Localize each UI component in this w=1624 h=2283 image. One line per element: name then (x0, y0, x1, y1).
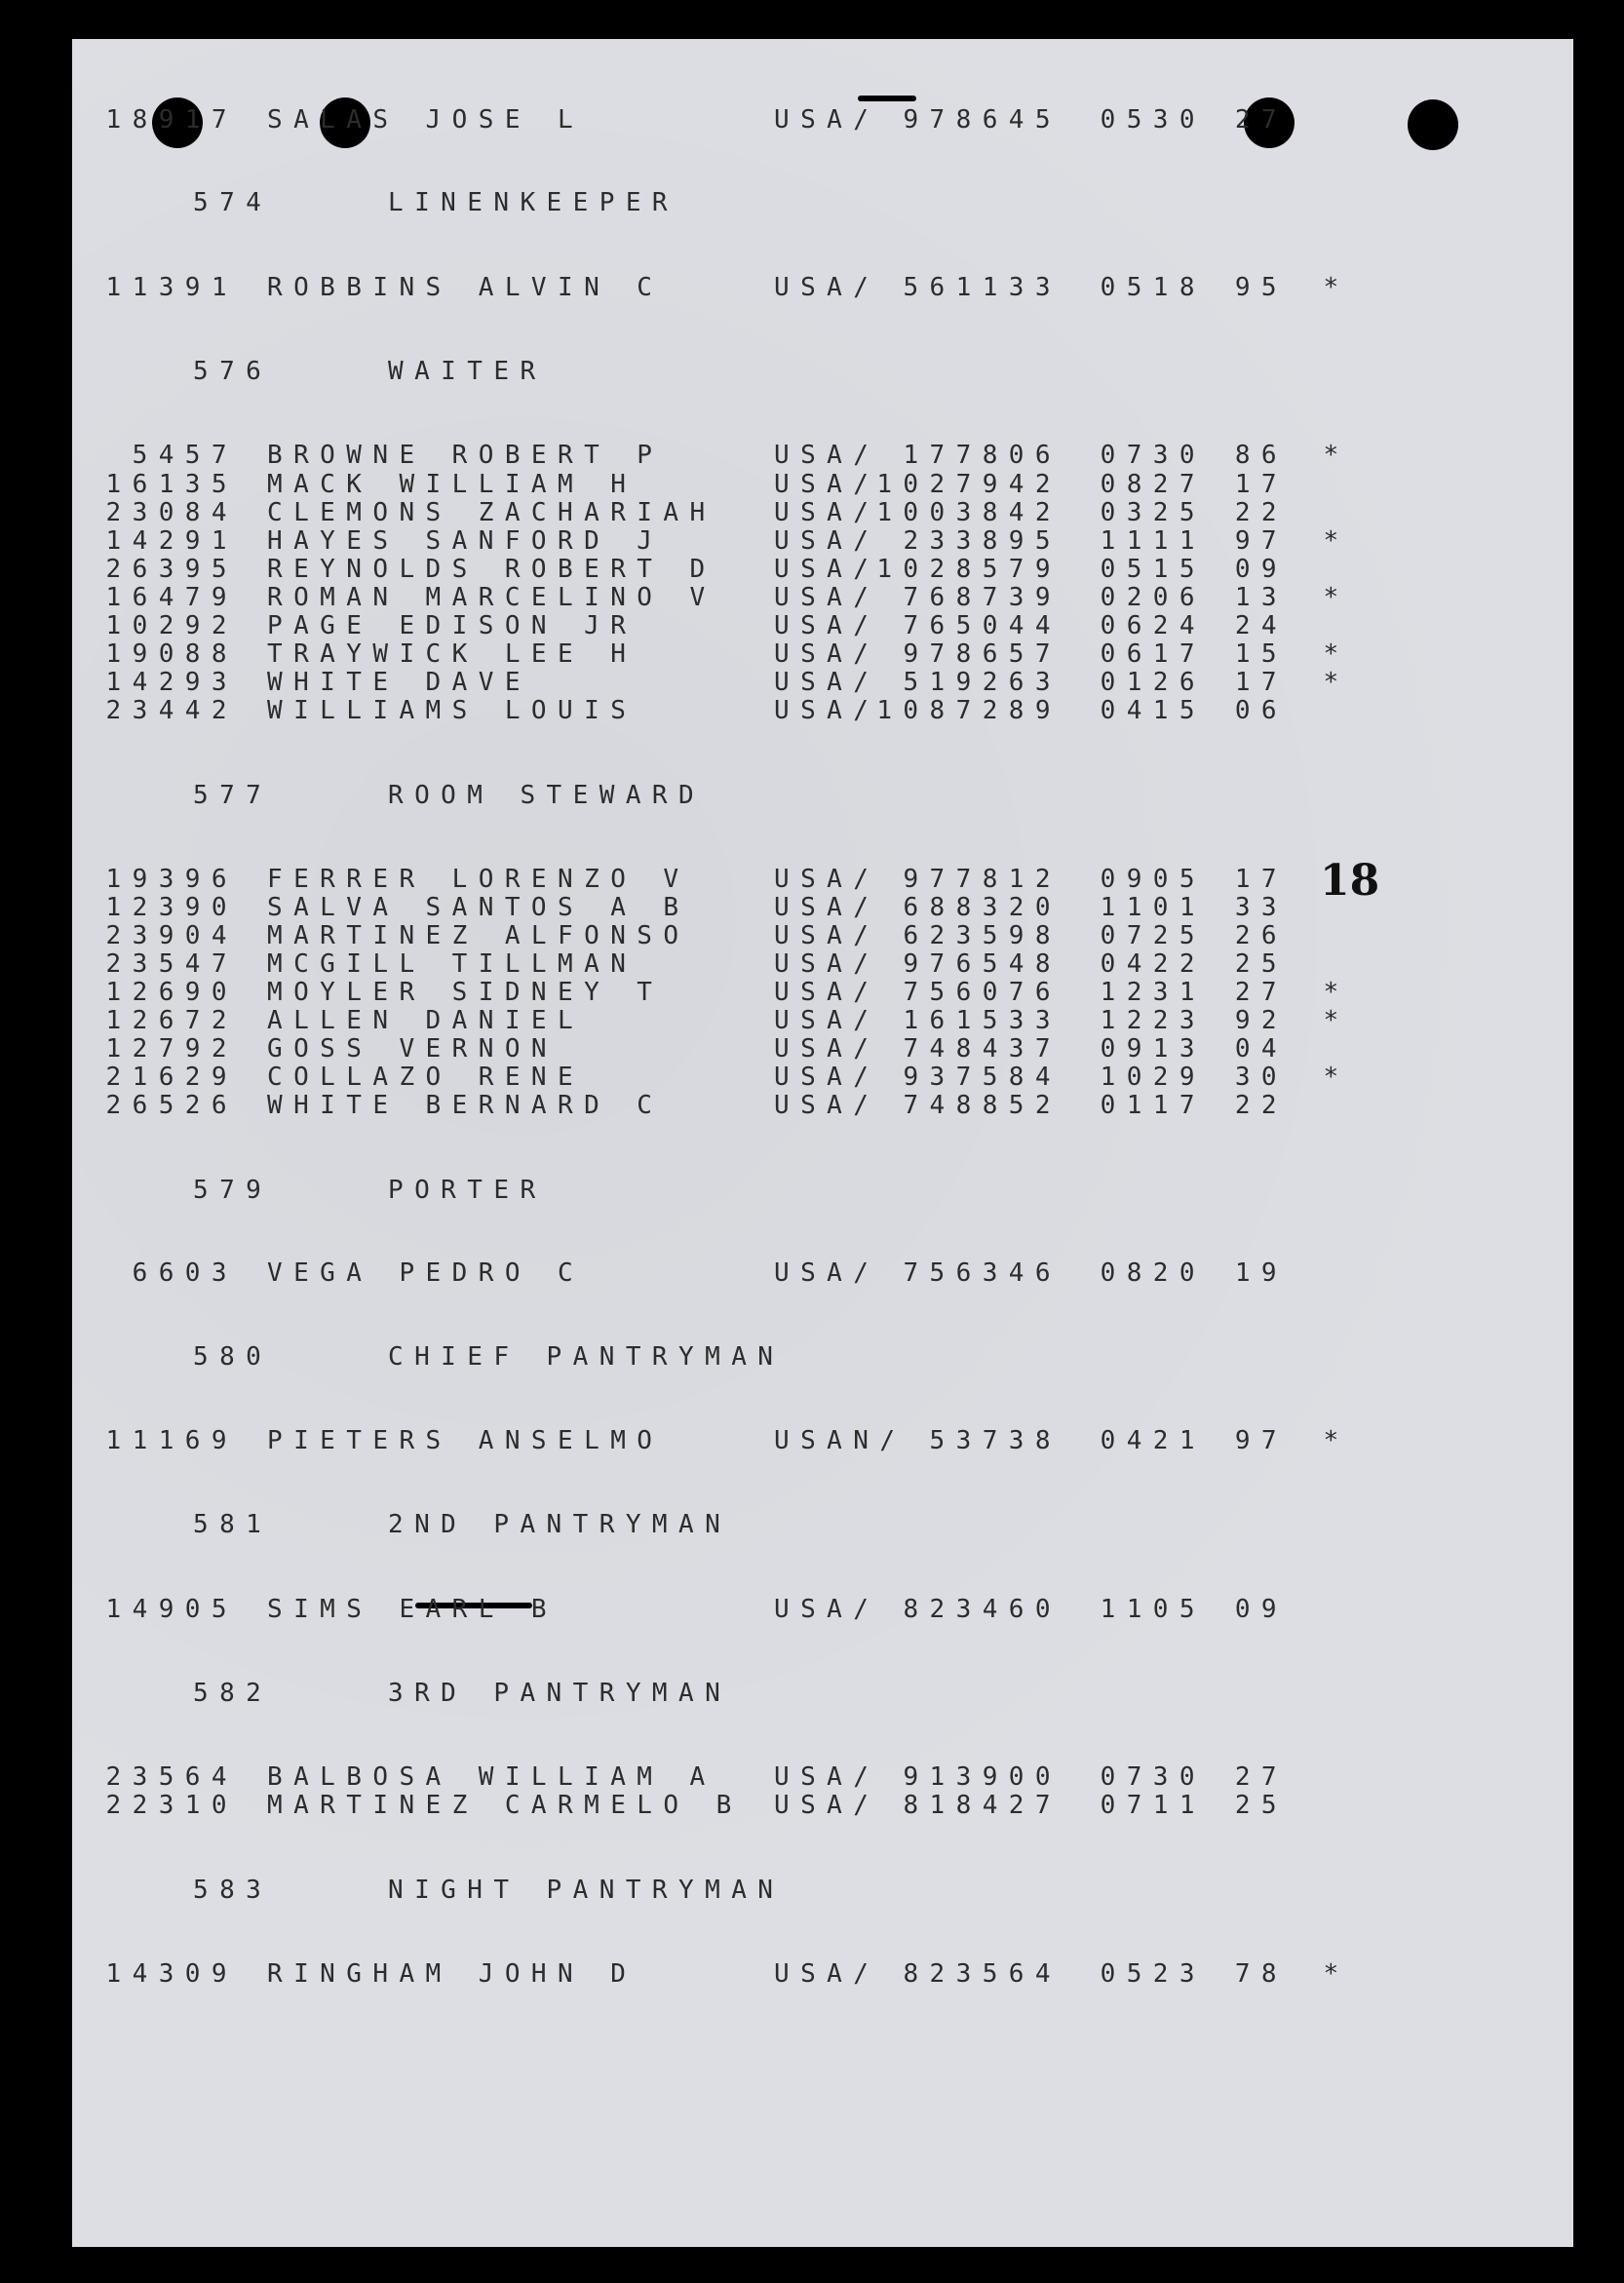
crew-id: 14291 (105, 526, 238, 556)
birth-date: 0126 (1100, 668, 1206, 697)
crew-row (72, 1791, 1356, 1820)
crew-row (72, 1091, 1356, 1120)
birth-year: 25 (1234, 949, 1288, 979)
crew-row (72, 949, 1356, 979)
row-mark: * (1323, 1006, 1350, 1035)
birth-year: 26 (1234, 921, 1288, 950)
crew-row (72, 526, 1356, 556)
crew-id: 16135 (105, 470, 238, 499)
rating-code: 576 (193, 357, 273, 386)
row-mark: * (1323, 1426, 1350, 1455)
document-number: 688320 (903, 893, 1062, 922)
crew-row (72, 978, 1356, 1007)
birth-date: 0530 (1100, 105, 1206, 135)
birth-year: 86 (1234, 441, 1288, 470)
crew-row (72, 1006, 1356, 1035)
crew-id: 19396 (105, 865, 238, 894)
birth-year: 06 (1234, 696, 1288, 725)
rating-heading (72, 1876, 784, 1905)
crew-name: FERRER LORENZO V (267, 865, 690, 894)
birth-date: 1231 (1100, 978, 1206, 1007)
birth-year: 22 (1234, 498, 1288, 527)
document-number: 53738 (929, 1426, 1062, 1455)
rating-code: 583 (193, 1876, 273, 1905)
document-number: 1003842 (876, 498, 1062, 527)
birth-date: 0518 (1100, 273, 1206, 302)
crew-row (72, 865, 1356, 894)
birth-year: 19 (1234, 1258, 1288, 1288)
crew-row (72, 1595, 1356, 1624)
crew-row (72, 1762, 1356, 1792)
crew-id: 26395 (105, 555, 238, 584)
citizenship: USA/ (774, 498, 880, 527)
document-number: 561133 (903, 273, 1062, 302)
crew-name: SALAS JOSE L (267, 105, 585, 135)
citizenship: USA/ (774, 696, 880, 725)
rating-heading (72, 188, 678, 217)
crew-id: 12672 (105, 1006, 238, 1035)
crew-id: 14309 (105, 1959, 238, 1989)
crew-id: 21629 (105, 1063, 238, 1092)
crew-id: 23442 (105, 696, 238, 725)
rating-title: LINENKEEPER (388, 188, 679, 217)
crew-id: 6603 (132, 1258, 238, 1288)
citizenship: USA/ (774, 949, 880, 979)
crew-name: MARTINEZ CARMELO B (267, 1791, 743, 1820)
crew-name: HAYES SANFORD J (267, 526, 664, 556)
citizenship: USA/ (774, 611, 880, 640)
crew-row (72, 1063, 1356, 1092)
crew-row (72, 441, 1356, 470)
birth-year: 17 (1234, 865, 1288, 894)
citizenship: USA/ (774, 893, 880, 922)
document-number: 748852 (903, 1091, 1062, 1120)
citizenship: USA/ (774, 921, 880, 950)
birth-date: 1111 (1100, 526, 1206, 556)
birth-date: 1223 (1100, 1006, 1206, 1035)
crew-row (72, 1034, 1356, 1064)
crew-id: 14905 (105, 1595, 238, 1624)
crew-id: 11169 (105, 1426, 238, 1455)
crew-name: REYNOLDS ROBERT D (267, 555, 716, 584)
rating-code: 574 (193, 188, 273, 217)
row-mark: * (1323, 526, 1350, 556)
crew-id: 26526 (105, 1091, 238, 1120)
birth-year: 33 (1234, 893, 1288, 922)
birth-date: 1101 (1100, 893, 1206, 922)
row-mark: * (1323, 639, 1350, 669)
birth-date: 0421 (1100, 1426, 1206, 1455)
rating-title: PORTER (388, 1176, 547, 1205)
crew-row (72, 1959, 1356, 1989)
rating-code: 582 (193, 1679, 273, 1708)
birth-date: 0206 (1100, 583, 1206, 612)
crew-name: ALLEN DANIEL (267, 1006, 585, 1035)
crew-row (72, 273, 1356, 302)
birth-year: 95 (1234, 273, 1288, 302)
rating-heading (72, 1679, 731, 1708)
crew-id: 12690 (105, 978, 238, 1007)
rating-code: 580 (193, 1342, 273, 1372)
crew-row (72, 470, 1356, 499)
document-number: 976548 (903, 949, 1062, 979)
birth-year: 27 (1234, 1762, 1288, 1792)
crew-name: TRAYWICK LEE H (267, 639, 638, 669)
document-number: 756076 (903, 978, 1062, 1007)
crew-name: SALVA SANTOS A B (267, 893, 690, 922)
citizenship: USA/ (774, 1595, 880, 1624)
document-number: 233895 (903, 526, 1062, 556)
crew-row (72, 921, 1356, 950)
crew-id: 18917 (105, 105, 238, 135)
row-mark: * (1323, 273, 1350, 302)
crew-row (72, 1258, 1356, 1288)
crew-id: 23564 (105, 1762, 238, 1792)
birth-date: 0730 (1100, 441, 1206, 470)
birth-year: 27 (1234, 105, 1288, 135)
crew-id: 16479 (105, 583, 238, 612)
rating-code: 579 (193, 1176, 273, 1205)
document-number: 768739 (903, 583, 1062, 612)
document-number: 748437 (903, 1034, 1062, 1064)
rating-heading (72, 357, 547, 386)
birth-date: 0523 (1100, 1959, 1206, 1989)
birth-date: 0711 (1100, 1791, 1206, 1820)
crew-name: GOSS VERNON (267, 1034, 559, 1064)
row-mark: * (1323, 978, 1350, 1007)
birth-year: 13 (1234, 583, 1288, 612)
citizenship: USA/ (774, 441, 880, 470)
citizenship: USA/ (774, 1762, 880, 1792)
citizenship: USA/ (774, 1034, 880, 1064)
birth-date: 0617 (1100, 639, 1206, 669)
crew-row (72, 668, 1356, 697)
crew-row (72, 498, 1356, 527)
crew-name: WHITE DAVE (267, 668, 531, 697)
birth-year: 09 (1234, 555, 1288, 584)
document-number: 765044 (903, 611, 1062, 640)
birth-date: 0415 (1100, 696, 1206, 725)
birth-date: 0422 (1100, 949, 1206, 979)
crew-name: MCGILL TILLMAN (267, 949, 638, 979)
crew-id: 19088 (105, 639, 238, 669)
ink-smudge (858, 96, 916, 101)
citizenship: USA/ (774, 639, 880, 669)
birth-date: 1105 (1100, 1595, 1206, 1624)
birth-year: 04 (1234, 1034, 1288, 1064)
birth-date: 0325 (1100, 498, 1206, 527)
crew-id: 12792 (105, 1034, 238, 1064)
rating-title: 2ND PANTRYMAN (388, 1510, 732, 1539)
birth-year: 30 (1234, 1063, 1288, 1092)
crew-name: WHITE BERNARD C (267, 1091, 664, 1120)
citizenship: USAN/ (774, 1426, 907, 1455)
crew-row (72, 1426, 1356, 1455)
birth-date: 0725 (1100, 921, 1206, 950)
document-number: 623598 (903, 921, 1062, 950)
citizenship: USA/ (774, 1091, 880, 1120)
crew-id: 5457 (132, 441, 238, 470)
birth-date: 0624 (1100, 611, 1206, 640)
citizenship: USA/ (774, 526, 880, 556)
row-mark: * (1323, 1959, 1350, 1989)
birth-year: 09 (1234, 1595, 1288, 1624)
birth-year: 78 (1234, 1959, 1288, 1989)
rating-heading (72, 1176, 547, 1205)
row-mark: * (1323, 1063, 1350, 1092)
birth-date: 0905 (1100, 865, 1206, 894)
row-mark: * (1323, 668, 1350, 697)
crew-row (72, 583, 1356, 612)
citizenship: USA/ (774, 865, 880, 894)
crew-id: 11391 (105, 273, 238, 302)
document-number: 937584 (903, 1063, 1062, 1092)
crew-row (72, 893, 1356, 922)
crew-id: 23547 (105, 949, 238, 979)
citizenship: USA/ (774, 470, 880, 499)
crew-name: MACK WILLIAM H (267, 470, 638, 499)
document-number: 977812 (903, 865, 1062, 894)
birth-year: 15 (1234, 639, 1288, 669)
crew-name: WILLIAMS LOUIS (267, 696, 638, 725)
crew-id: 22310 (105, 1791, 238, 1820)
citizenship: USA/ (774, 1006, 880, 1035)
birth-year: 92 (1234, 1006, 1288, 1035)
birth-date: 0117 (1100, 1091, 1206, 1120)
crew-name: PIETERS ANSELMO (267, 1426, 664, 1455)
document-number: 1028579 (876, 555, 1062, 584)
birth-year: 97 (1234, 1426, 1288, 1455)
document-number: 818427 (903, 1791, 1062, 1820)
document-number: 978645 (903, 105, 1062, 135)
birth-year: 22 (1234, 1091, 1288, 1120)
crew-name: BROWNE ROBERT P (267, 441, 664, 470)
row-mark: * (1323, 441, 1350, 470)
birth-date: 0730 (1100, 1762, 1206, 1792)
citizenship: USA/ (774, 105, 880, 135)
document-number: 756346 (903, 1258, 1062, 1288)
citizenship: USA/ (774, 273, 880, 302)
rating-title: 3RD PANTRYMAN (388, 1679, 732, 1708)
crew-name: ROMAN MARCELINO V (267, 583, 716, 612)
birth-year: 25 (1234, 1791, 1288, 1820)
document-number: 519263 (903, 668, 1062, 697)
crew-name: PAGE EDISON JR (267, 611, 638, 640)
rating-heading (72, 1510, 731, 1539)
page-number-stamp: 18 (1320, 856, 1380, 906)
document-number: 913900 (903, 1762, 1062, 1792)
birth-date: 1029 (1100, 1063, 1206, 1092)
document-number: 1087289 (876, 696, 1062, 725)
punch-hole (1408, 99, 1458, 150)
citizenship: USA/ (774, 668, 880, 697)
document-number: 823460 (903, 1595, 1062, 1624)
crew-id: 14293 (105, 668, 238, 697)
birth-year: 24 (1234, 611, 1288, 640)
crew-row (72, 555, 1356, 584)
crew-id: 10292 (105, 611, 238, 640)
birth-year: 17 (1234, 470, 1288, 499)
birth-date: 0820 (1100, 1258, 1206, 1288)
rating-title: NIGHT PANTRYMAN (388, 1876, 785, 1905)
birth-date: 0913 (1100, 1034, 1206, 1064)
citizenship: USA/ (774, 555, 880, 584)
rating-title: CHIEF PANTRYMAN (388, 1342, 785, 1372)
rating-title: WAITER (388, 357, 547, 386)
citizenship: USA/ (774, 1063, 880, 1092)
rating-heading (72, 781, 705, 810)
document-number: 177806 (903, 441, 1062, 470)
crew-row (72, 611, 1356, 640)
document-page (72, 39, 1573, 2247)
citizenship: USA/ (774, 583, 880, 612)
rating-code: 577 (193, 781, 273, 810)
rating-code: 581 (193, 1510, 273, 1539)
crew-name: CLEMONS ZACHARIAH (267, 498, 716, 527)
crew-name: RINGHAM JOHN D (267, 1959, 638, 1989)
crew-name: MOYLER SIDNEY T (267, 978, 664, 1007)
crew-row (72, 639, 1356, 669)
citizenship: USA/ (774, 1791, 880, 1820)
crew-name: ROBBINS ALVIN C (267, 273, 664, 302)
document-number: 161533 (903, 1006, 1062, 1035)
crew-name: VEGA PEDRO C (267, 1258, 585, 1288)
crew-name: MARTINEZ ALFONSO (267, 921, 690, 950)
birth-year: 97 (1234, 526, 1288, 556)
birth-date: 0515 (1100, 555, 1206, 584)
crew-row (72, 696, 1356, 725)
crew-name: SIMS EARL B (267, 1595, 559, 1624)
rating-heading (72, 1342, 784, 1372)
citizenship: USA/ (774, 1258, 880, 1288)
crew-name: BALBOSA WILLIAM A (267, 1762, 716, 1792)
crew-name: COLLAZO RENE (267, 1063, 585, 1092)
document-number: 823564 (903, 1959, 1062, 1989)
crew-id: 23904 (105, 921, 238, 950)
birth-date: 0827 (1100, 470, 1206, 499)
rating-title: ROOM STEWARD (388, 781, 706, 810)
crew-row (72, 105, 1356, 135)
document-number: 1027942 (876, 470, 1062, 499)
row-mark: * (1323, 583, 1350, 612)
crew-id: 23084 (105, 498, 238, 527)
birth-year: 17 (1234, 668, 1288, 697)
document-number: 978657 (903, 639, 1062, 669)
citizenship: USA/ (774, 1959, 880, 1989)
birth-year: 27 (1234, 978, 1288, 1007)
citizenship: USA/ (774, 978, 880, 1007)
crew-id: 12390 (105, 893, 238, 922)
